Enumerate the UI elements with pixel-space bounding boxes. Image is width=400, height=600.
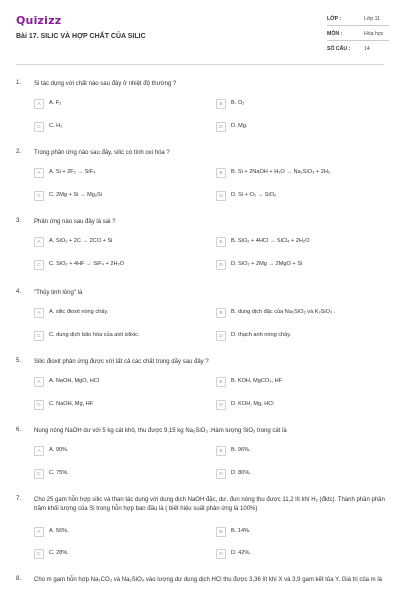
meta-class-value: Lớp 11	[364, 16, 380, 22]
option-text: C. dung dịch bão hòa của axit silixic.	[49, 332, 140, 338]
meta-class-label: LỚP :	[327, 16, 342, 22]
option-text: C. H₂	[49, 123, 63, 129]
option-text: B. KOH, MgCO₃, HF	[231, 378, 283, 384]
option-text: D. Mg.	[231, 123, 248, 129]
meta-count-label: SỐ CÂU :	[327, 46, 351, 52]
option-text: C. 28%.	[49, 550, 69, 556]
option-text: D. thạch anh nóng chảy.	[231, 332, 292, 338]
option-text: D. KOH, Mg, HCl	[231, 401, 274, 407]
option-text: B. SiO₂ + 4HCl → SiCl₄ + 2H₂O	[231, 238, 310, 244]
option-text: B. 96%.	[231, 447, 251, 453]
meta-subject-value: Hóa học	[364, 31, 384, 37]
option-letter-box: A	[34, 237, 44, 247]
option-letter-box: A	[34, 168, 44, 178]
option-text: A. F₂	[49, 100, 62, 106]
option-text: C. NaOH, Mg, HF	[49, 401, 94, 407]
option-letter-box: C	[34, 122, 44, 132]
question-text: Nung nóng NaOH dư với 5 kg cát khô, thu được 9,15 kg Na₂SiO₃ .Hàm lượng SiO₂ trong cát là	[34, 428, 287, 434]
option-text: A. 56%.	[49, 528, 69, 534]
option-letter-box: A	[34, 308, 44, 318]
question-number: 8.	[16, 576, 22, 582]
option-text: D. Si + O₂ → SiO₂	[231, 192, 277, 198]
option-letter-box: A	[34, 527, 44, 537]
option-letter-box: B	[216, 99, 226, 109]
option-text: D. SiO₂ + 2Mg → 2MgO + Si	[231, 261, 303, 267]
question-text: Si tác dụng với chất nào sau đây ở nhiệt độ thường ?	[34, 81, 177, 87]
option-letter-box: C	[34, 191, 44, 201]
question-number: 4.	[16, 289, 22, 295]
option-letter-box: C	[34, 331, 44, 341]
option-text: B. 14%.	[231, 528, 251, 534]
option-letter-box: D	[216, 400, 226, 410]
option-text: A. SiO₂ + 2C → 2CO + Si	[49, 238, 113, 244]
option-letter-box: B	[216, 377, 226, 387]
option-text: C. 2Mg + Si → Mg₂Si	[49, 192, 102, 198]
option-text: B. dung dịch đặc của Na₂SiO₃ và K₂SiO₃ .	[231, 309, 336, 315]
option-letter-box: D	[216, 331, 226, 341]
question-number: 7.	[16, 496, 22, 502]
option-letter-box: D	[216, 260, 226, 270]
option-letter-box: C	[34, 549, 44, 559]
question-number: 2.	[16, 149, 22, 155]
option-text: C. SiO₂ + 4HF → SiF₄ + 2H₂O	[49, 261, 125, 267]
option-letter-box: D	[216, 549, 226, 559]
question-text: "Thủy tinh lỏng" là	[34, 290, 83, 296]
header-divider	[16, 64, 384, 65]
question-number: 6.	[16, 427, 22, 433]
option-letter-box: B	[216, 237, 226, 247]
option-text: A. silic đioxit nóng chảy.	[49, 309, 109, 315]
option-letter-box: B	[216, 308, 226, 318]
option-letter-box: D	[216, 469, 226, 479]
question-text: Cho m gam hỗn hợp Na₂CO₃ và Na₂SiO₃ vào lượng dư dung dịch HCl thu được 3,36 lít khí X và 3,9 gam kết tủa Y. Giá trị của m là	[34, 577, 383, 583]
option-letter-box: A	[34, 446, 44, 456]
option-letter-box: C	[34, 260, 44, 270]
option-letter-box: C	[34, 400, 44, 410]
option-letter-box: B	[216, 168, 226, 178]
option-text: D. 80%.	[231, 470, 251, 476]
question-number: 3.	[16, 218, 22, 224]
meta-divider	[327, 25, 389, 26]
option-letter-box: B	[216, 446, 226, 456]
question-number: 5.	[16, 358, 22, 364]
option-letter-box: D	[216, 122, 226, 132]
option-text: A. 90%.	[49, 447, 69, 453]
quizizz-logo: Quizizz	[16, 14, 62, 27]
option-letter-box: B	[216, 527, 226, 537]
meta-count-value: 14	[364, 46, 370, 52]
worksheet-title: Bài 17. SILIC VÀ HỢP CHẤT CỦA SILIC	[16, 33, 146, 40]
question-number: 1.	[16, 80, 22, 86]
option-text: B. O₂	[231, 100, 245, 106]
meta-subject-label: MÔN :	[327, 31, 343, 37]
option-letter-box: C	[34, 469, 44, 479]
worksheet-header	[0, 0, 400, 64]
option-text: B. Si + 2NaOH + H₂O → Na₂SiO₃ + 2H₂	[231, 169, 331, 175]
meta-divider	[327, 40, 389, 41]
option-letter-box: D	[216, 191, 226, 201]
option-letter-box: A	[34, 377, 44, 387]
option-text: D. 42%.	[231, 550, 251, 556]
question-text: Trong phản ứng nào sau đây, silic có tính oxi hóa ?	[34, 150, 170, 156]
option-letter-box: A	[34, 99, 44, 109]
question-text: Cho 25 gam hỗn hợp silic và than tác dụng với dung dịch NaOH đặc, dư, đun nóng thu được 11,2 lít khí H₂ (đktc). Thành phần phần trăm khối lượng của Si trong hỗn hợp ban đầu là ( biết hiệu suất phản ứng là 100%)	[34, 497, 385, 512]
option-text: A. NaOH, MgO, HCl	[49, 378, 100, 384]
option-text: C. 75%.	[49, 470, 69, 476]
question-text: Silic đioxit phản ứng được với tất cả các chất trong dãy sau đây ?	[34, 359, 209, 365]
option-text: A. Si + 2F₂ → SiF₄	[49, 169, 96, 175]
question-text: Phản ứng nào sau đây là sai ?	[34, 219, 116, 225]
